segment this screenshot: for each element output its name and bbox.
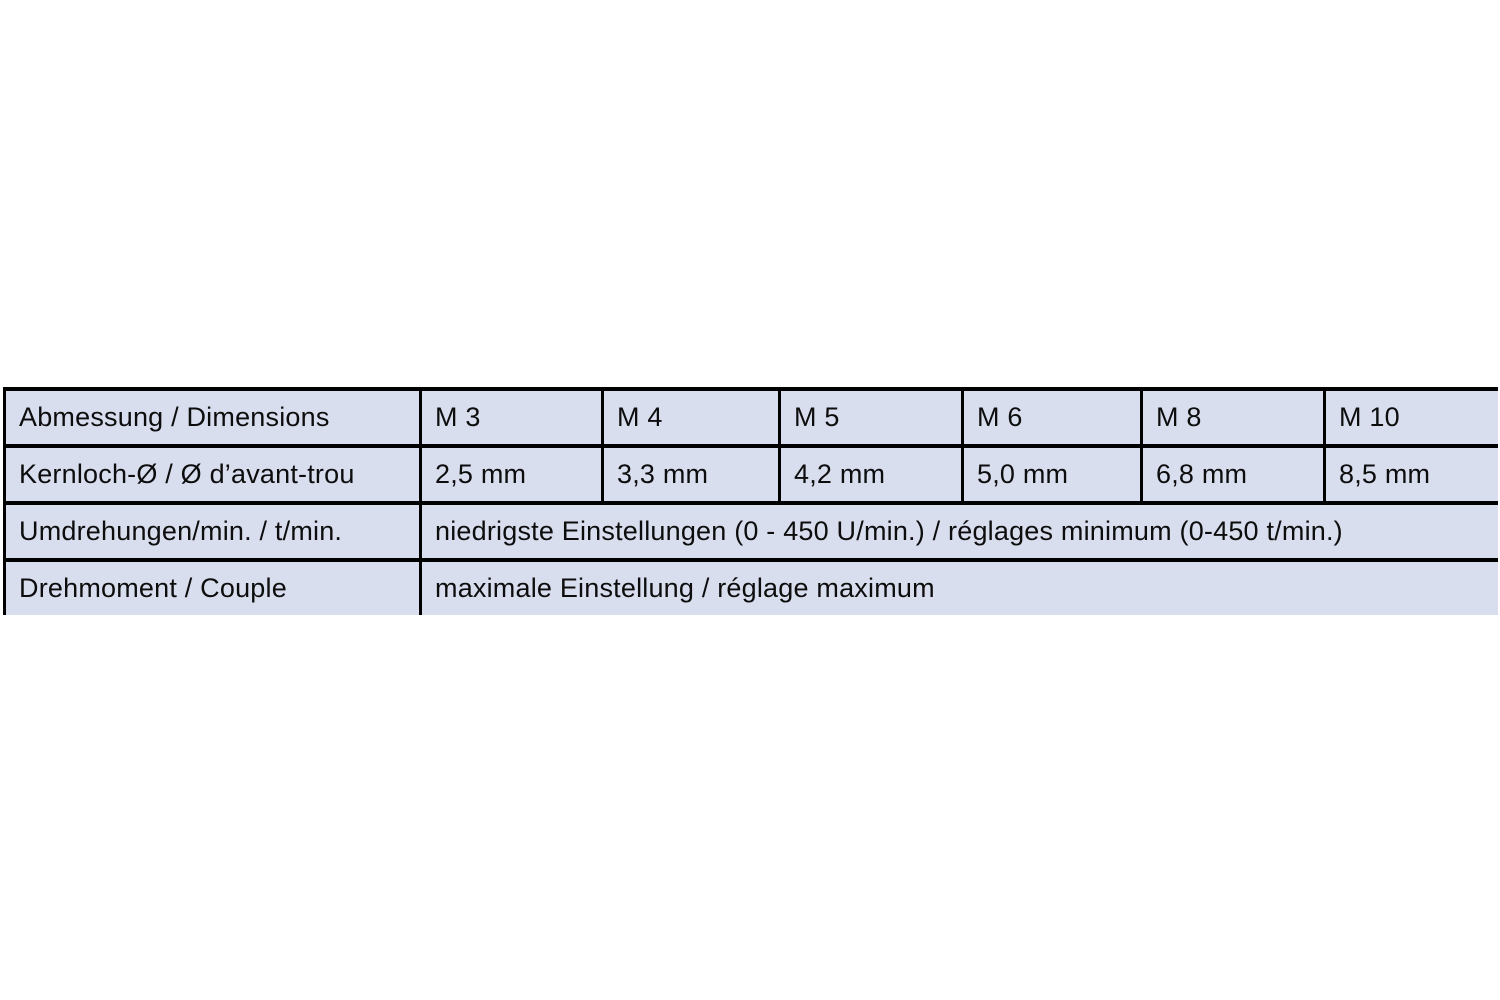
torque-value-cell: maximale Einstellung / réglage maximum bbox=[421, 560, 1498, 615]
core-hole-label-cell: Kernloch-Ø / Ø d’avant-trou bbox=[5, 446, 421, 503]
table-row-dimensions bbox=[5, 389, 1498, 446]
core-hole-m3-cell: 2,5 mm bbox=[421, 446, 603, 503]
dimensions-m10-cell: M 10 bbox=[1325, 389, 1498, 446]
dimensions-m6-cell: M 6 bbox=[963, 389, 1142, 446]
core-hole-m10-cell: 8,5 mm bbox=[1325, 446, 1498, 503]
spec-table bbox=[3, 387, 1498, 615]
dimensions-m4-cell: M 4 bbox=[603, 389, 780, 446]
core-hole-m6-cell: 5,0 mm bbox=[963, 446, 1142, 503]
core-hole-m8-cell: 6,8 mm bbox=[1142, 446, 1325, 503]
dimensions-label-cell: Abmessung / Dimensions bbox=[5, 389, 421, 446]
rpm-label-cell: Umdrehungen/min. / t/min. bbox=[5, 503, 421, 560]
table-row-torque bbox=[5, 560, 1498, 615]
dimensions-m8-cell: M 8 bbox=[1142, 389, 1325, 446]
torque-label-cell: Drehmoment / Couple bbox=[5, 560, 421, 615]
dimensions-m3-cell: M 3 bbox=[421, 389, 603, 446]
table-row-core-hole bbox=[5, 446, 1498, 503]
rpm-value-cell: niedrigste Einstellungen (0 - 450 U/min.) / réglages minimum (0-450 t/min.) bbox=[421, 503, 1498, 560]
table-row-rpm bbox=[5, 503, 1498, 560]
dimensions-m5-cell: M 5 bbox=[780, 389, 963, 446]
core-hole-m5-cell: 4,2 mm bbox=[780, 446, 963, 503]
core-hole-m4-cell: 3,3 mm bbox=[603, 446, 780, 503]
spec-table-container bbox=[3, 387, 1496, 615]
